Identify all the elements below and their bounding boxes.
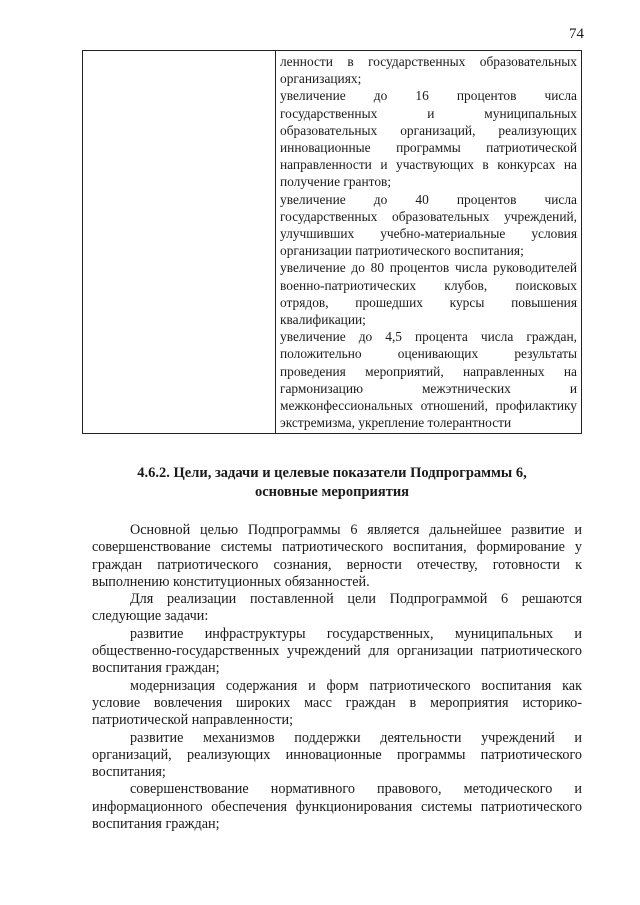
- section-heading: [120, 464, 544, 501]
- table-cell-indicators: [276, 51, 582, 434]
- body-paragraph: развитие инфраструктуры государственных, муниципальных и общественно-государственных учреждений для организации патриотического воспитания граждан;: [92, 625, 582, 677]
- indicator-paragraph: ленности в государственных образовательных организациях;: [280, 54, 577, 87]
- body-paragraph: совершенствование нормативного правового, методического и информационного обеспечения функционирования системы патриотического воспитания граждан;: [92, 781, 582, 833]
- table-cell-empty: [83, 51, 276, 434]
- indicator-paragraph: увеличение до 80 процентов числа руководителей военно-патриотических клубов, поисковых отрядов, прошедших курсы повышения квалификации;: [280, 260, 577, 328]
- continuation-table: [82, 50, 582, 434]
- body-paragraph: развитие механизмов поддержки деятельности учреждений и организаций, реализующих инновационные программы патриотического воспитания;: [92, 729, 582, 781]
- section-heading-line-2: основные мероприятия: [254, 483, 410, 500]
- body-text: [92, 522, 582, 833]
- indicator-paragraph: увеличение до 40 процентов числа государственных образовательных учреждений, улучшивших учебно-материальные условия организации патриотического воспитания;: [280, 191, 577, 259]
- section-heading-line-1: 4.6.2. Цели, задачи и целевые показатели Подпрограммы 6,: [137, 465, 527, 481]
- page-number: 74: [569, 26, 584, 42]
- continuation-table-container: [82, 50, 582, 434]
- body-paragraph: Для реализации поставленной цели Подпрограммой 6 решаются следующие задачи:: [92, 591, 582, 625]
- body-paragraph: модернизация содержания и форм патриотического воспитания как условие вовлечения широких масс граждан в мероприятия историко-патриотической направленности;: [92, 677, 582, 729]
- indicator-paragraph: увеличение до 16 процентов числа государственных и муниципальных образовательных организаций, реализующих инновационные программы патриотической направленности и участвующих в конкурсах на получение грантов;: [280, 88, 577, 190]
- body-paragraph: Основной целью Подпрограммы 6 является дальнейшее развитие и совершенствование системы патриотического воспитания, формирование у граждан патриотического сознания, верности отечеству, готовности к выполнению конституционных обязанностей.: [92, 522, 582, 590]
- indicator-paragraph: увеличение до 4,5 процента числа граждан, положительно оценивающих результаты проведения мероприятий, направленных на гармонизацию межэтнических и межконфессиональных отношений, профилактику экстремизма, укрепление толерантности: [280, 329, 577, 431]
- table-row: [83, 51, 582, 434]
